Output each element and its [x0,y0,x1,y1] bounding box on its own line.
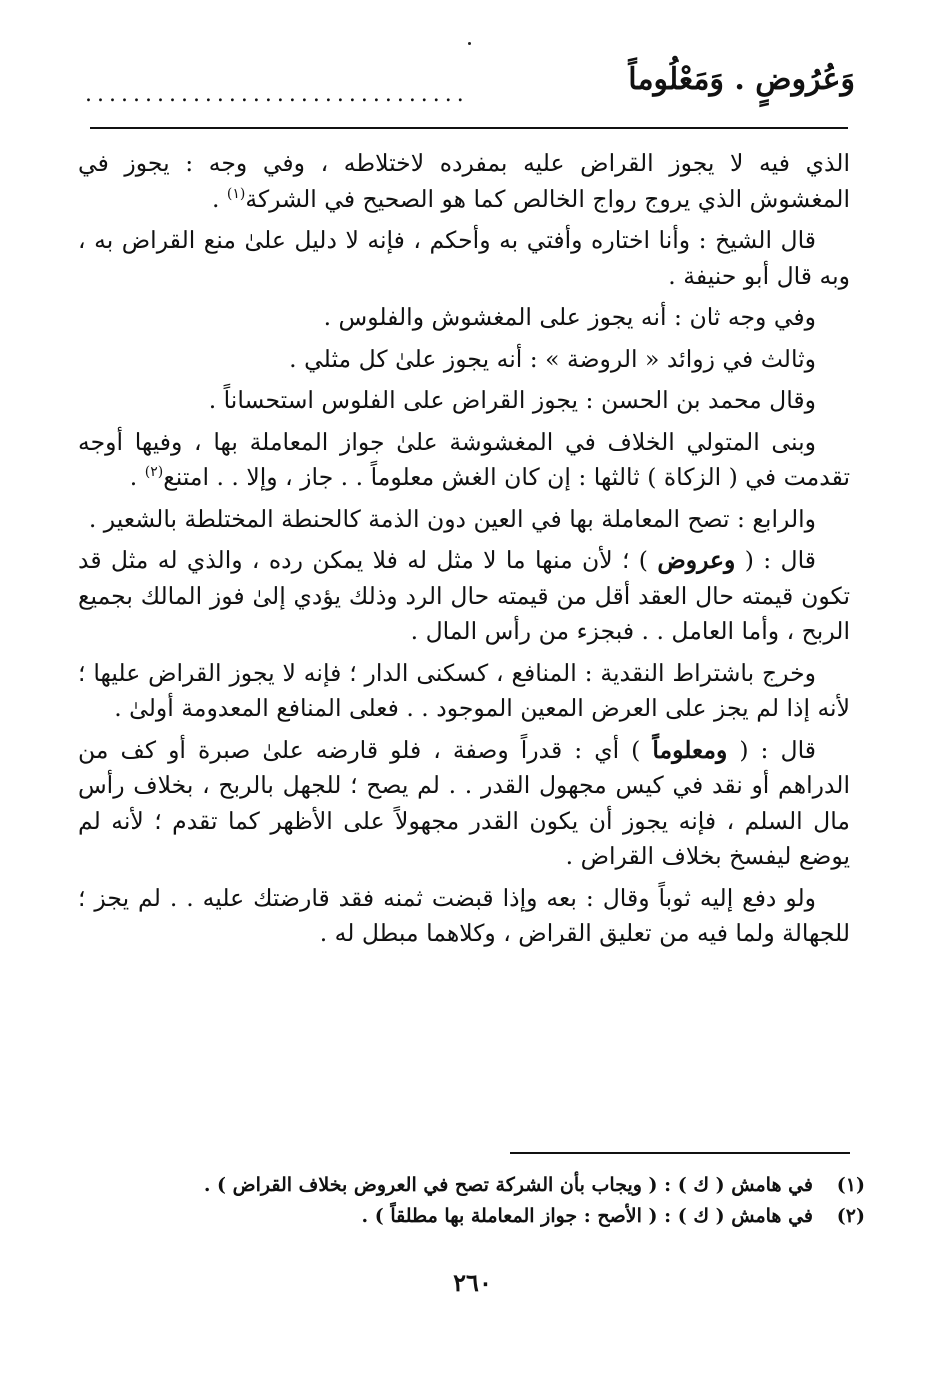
footnote-rule [510,1152,850,1154]
paragraph-3: وفي وجه ثان : أنه يجوز على المغشوش والفلوس . [323,303,816,331]
running-header [85,62,855,110]
header-leader-dots: ................................ [85,82,469,107]
header-rule [90,127,848,129]
footnote-ref-1: (١) [226,185,246,202]
footnote-number: (١) [836,1174,865,1196]
scan-speck [468,42,471,45]
matn-quote-urud: وعروض [657,546,736,574]
paragraph-8-lead: قال : ( [735,546,816,574]
paragraph-5: وقال محمد بن الحسن : يجوز القراض على الفلوس استحساناً . [208,386,816,414]
paragraph-11: ولو دفع إليه ثوباً وقال : بعه وإذا قبضت ثمنه فقد قارضتك عليه . . لم يجز ؛ للجهالة ولما فيه من تعليق القراض ، وكلاهما مبطل له . [78,883,850,947]
paragraph-2: قال الشيخ : وأنا اختاره وأفتي به وأحكم ، فإنه لا دليل علىٰ منع القراض به ، وبه قال أبو حنيفة . [78,226,850,290]
footnote-2 [120,1201,865,1232]
paragraph-10 [78,733,850,875]
paragraph-1-text: الذي فيه لا يجوز القراض عليه بمفرده لاختلاطه ، وفي وجه : يجوز في المغشوش الذي يروج رواج الخالص كما هو الصحيح في الشركة [78,149,850,213]
paragraph-6 [78,425,850,496]
header-title: وَعُرُوضٍ . وَمَعْلُوماً [628,62,855,97]
footnote-number: (٢) [836,1205,865,1227]
paragraph-8 [78,543,850,650]
footnote-1 [120,1170,865,1201]
paragraph-8-text: ) ؛ لأن منها ما لا مثل له فلا يمكن رده ، والذي له مثل قد تكون قيمته حال العقد أقل من قيمته حال الرد وذلك يؤدي إلىٰ فوز المالك بجميع الربح ، وأما العامل . . فبجزء من رأس المال . [78,546,850,645]
paragraph-9: وخرج باشتراط النقدية : المنافع ، كسكنى الدار ؛ فإنه لا يجوز القراض عليها ؛ لأنه إذا لم يجز على العرض المعين الموجود . . فعلى المنافع المعدومة أولىٰ . [78,658,850,722]
paragraph-1-end: . [211,184,227,213]
paragraph-10-text: ) أي : قدراً وصفة ، فلو قارضه علىٰ صبرة أو كف من الدراهم أو نقد في كيس مجهول القدر . . لم يصح ؛ للجهل بالربح ، بخلاف رأس مال السلم ، فإنه يجوز أن يكون القدر مجهولاً على الأظهر كما تقدم ؛ لأنه لم يوضع ليفسخ بخلاف القراض . [78,735,850,870]
paragraph-1 [78,146,850,217]
paragraph-4: وثالث في زوائد « الروضة » : أنه يجوز علىٰ كل مثلي . [289,344,816,373]
footnote-ref-2: (٢) [144,464,164,481]
matn-quote-malum: ومعلوماً [652,735,728,764]
page-number: ٢٦٠ [453,1268,492,1297]
main-text [78,146,850,958]
paragraph-7: والرابع : تصح المعاملة بها في العين دون الذمة كالحنطة المختلطة بالشعير . [88,504,816,533]
paragraph-6-text: وبنى المتولي الخلاف في المغشوشة علىٰ جواز المعاملة بها ، وفيها أوجه تقدمت في ( الزكاة ) ثالثها : إن كان الغش معلوماً . . جاز ، وإلا . . امتنع [78,427,850,491]
paragraph-6-end: . [129,463,145,491]
footnote-text: في هامش ( ك ) : ( الأصح : جواز المعاملة بها مطلقاً ) . [361,1205,813,1227]
footnotes [120,1170,865,1232]
footnote-text: في هامش ( ك ) : ( ويجاب بأن الشركة تصح في العروض بخلاف القراض ) . [203,1174,813,1196]
paragraph-10-lead: قال : ( [727,735,816,764]
